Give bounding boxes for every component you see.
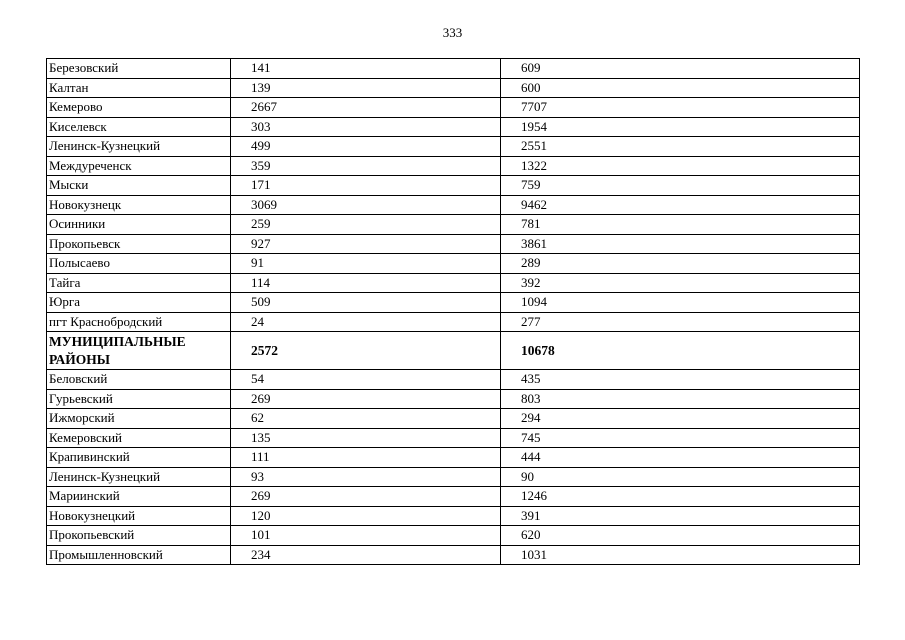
value-1-cell: 54 — [231, 370, 501, 390]
value-2-cell: 289 — [501, 254, 860, 274]
table-row — [47, 137, 860, 157]
value-2-cell: 1094 — [501, 293, 860, 313]
value-1-cell: 269 — [231, 487, 501, 507]
value-1-cell: 269 — [231, 389, 501, 409]
value-1-cell: 359 — [231, 156, 501, 176]
value-2-cell: 1954 — [501, 117, 860, 137]
territory-name-cell: Полысаево — [47, 254, 231, 274]
table-row — [47, 195, 860, 215]
value-1-cell: 141 — [231, 59, 501, 79]
value-1-cell: 171 — [231, 176, 501, 196]
table-row — [47, 254, 860, 274]
value-1-cell: 2572 — [231, 332, 501, 370]
table-row — [47, 176, 860, 196]
value-1-cell: 93 — [231, 467, 501, 487]
table-row — [47, 370, 860, 390]
value-2-cell: 391 — [501, 506, 860, 526]
territory-name-cell: Междуреченск — [47, 156, 231, 176]
value-2-cell: 435 — [501, 370, 860, 390]
value-2-cell: 90 — [501, 467, 860, 487]
value-1-cell: 509 — [231, 293, 501, 313]
table-row — [47, 273, 860, 293]
value-2-cell: 9462 — [501, 195, 860, 215]
value-1-cell: 62 — [231, 409, 501, 429]
territory-name-cell: Беловский — [47, 370, 231, 390]
table-row — [47, 389, 860, 409]
territory-name-cell: Прокопьевск — [47, 234, 231, 254]
value-1-cell: 234 — [231, 545, 501, 565]
table-row — [47, 545, 860, 565]
table-row — [47, 487, 860, 507]
page-number: 333 — [442, 25, 463, 40]
value-2-cell: 277 — [501, 312, 860, 332]
value-2-cell: 1322 — [501, 156, 860, 176]
table-row — [47, 156, 860, 176]
value-1-cell: 91 — [231, 254, 501, 274]
value-2-cell: 609 — [501, 59, 860, 79]
value-2-cell: 1031 — [501, 545, 860, 565]
table-row — [47, 215, 860, 235]
table-row — [47, 409, 860, 429]
value-1-cell: 499 — [231, 137, 501, 157]
territory-name-cell: Березовский — [47, 59, 231, 79]
value-1-cell: 927 — [231, 234, 501, 254]
value-2-cell: 745 — [501, 428, 860, 448]
table-row — [47, 78, 860, 98]
table-row — [47, 467, 860, 487]
value-1-cell: 2667 — [231, 98, 501, 118]
value-1-cell: 3069 — [231, 195, 501, 215]
data-table — [46, 58, 860, 565]
table-row — [47, 506, 860, 526]
territory-name-cell: Новокузнецкий — [47, 506, 231, 526]
table-row — [47, 117, 860, 137]
value-2-cell: 2551 — [501, 137, 860, 157]
table-row — [47, 428, 860, 448]
value-1-cell: 139 — [231, 78, 501, 98]
table-row — [47, 448, 860, 468]
territory-name-cell: МУНИЦИПАЛЬНЫЕ РАЙОНЫ — [47, 332, 231, 370]
territory-name-cell: Ленинск-Кузнецкий — [47, 137, 231, 157]
value-1-cell: 303 — [231, 117, 501, 137]
table-section-row — [47, 332, 860, 370]
value-1-cell: 259 — [231, 215, 501, 235]
value-2-cell: 1246 — [501, 487, 860, 507]
value-2-cell: 759 — [501, 176, 860, 196]
value-2-cell: 392 — [501, 273, 860, 293]
territory-name-cell: Кемерово — [47, 98, 231, 118]
territory-name-cell: пгт Краснобродский — [47, 312, 231, 332]
territory-name-cell: Мыски — [47, 176, 231, 196]
table-row — [47, 234, 860, 254]
value-1-cell: 111 — [231, 448, 501, 468]
territory-name-cell: Ленинск-Кузнецкий — [47, 467, 231, 487]
territory-name-cell: Юрга — [47, 293, 231, 313]
value-1-cell: 24 — [231, 312, 501, 332]
territory-name-cell: Киселевск — [47, 117, 231, 137]
territory-name-cell: Кемеровский — [47, 428, 231, 448]
value-2-cell: 7707 — [501, 98, 860, 118]
value-2-cell: 3861 — [501, 234, 860, 254]
value-1-cell: 135 — [231, 428, 501, 448]
territory-name-cell: Ижморский — [47, 409, 231, 429]
table-row — [47, 526, 860, 546]
value-1-cell: 114 — [231, 273, 501, 293]
territory-name-cell: Калтан — [47, 78, 231, 98]
territory-name-cell: Осинники — [47, 215, 231, 235]
value-2-cell: 294 — [501, 409, 860, 429]
territory-name-cell: Прокопьевский — [47, 526, 231, 546]
table-body — [47, 59, 860, 565]
territory-name-cell: Крапивинский — [47, 448, 231, 468]
value-2-cell: 803 — [501, 389, 860, 409]
table-row — [47, 293, 860, 313]
territory-name-cell: Гурьевский — [47, 389, 231, 409]
table-row — [47, 312, 860, 332]
value-2-cell: 10678 — [501, 332, 860, 370]
table-row — [47, 59, 860, 79]
value-2-cell: 781 — [501, 215, 860, 235]
table-row — [47, 98, 860, 118]
value-2-cell: 620 — [501, 526, 860, 546]
value-1-cell: 101 — [231, 526, 501, 546]
territory-name-cell: Новокузнецк — [47, 195, 231, 215]
territory-name-cell: Мариинский — [47, 487, 231, 507]
value-2-cell: 444 — [501, 448, 860, 468]
value-1-cell: 120 — [231, 506, 501, 526]
value-2-cell: 600 — [501, 78, 860, 98]
territory-name-cell: Промышленновский — [47, 545, 231, 565]
territory-name-cell: Тайга — [47, 273, 231, 293]
